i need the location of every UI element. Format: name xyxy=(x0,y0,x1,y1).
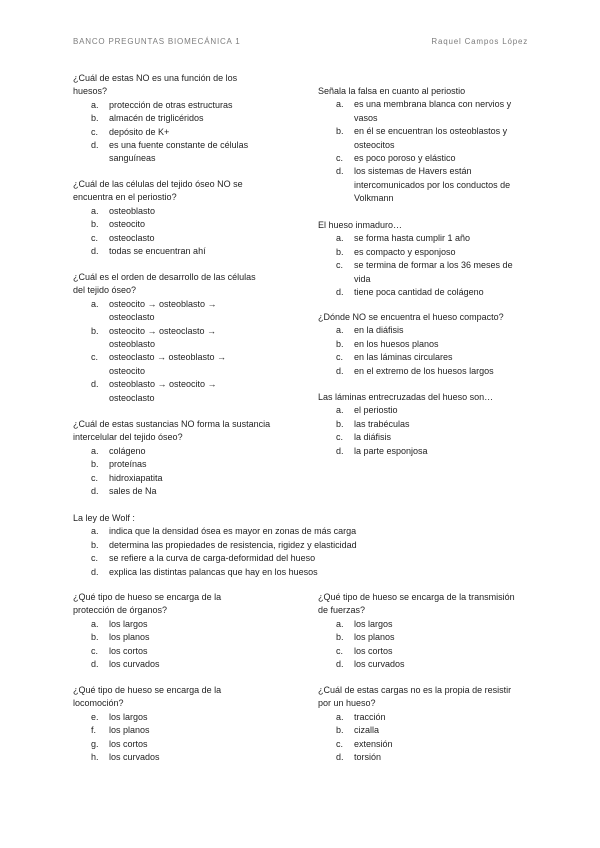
option: a. colágeno xyxy=(91,445,146,456)
question-stem: ¿Cuál de estas NO es una función de los huesos? xyxy=(73,73,238,97)
option: h. los curvados xyxy=(91,752,160,763)
option: d. los curvados xyxy=(336,659,405,670)
question-7 xyxy=(318,311,538,378)
question-stem: ¿Qué tipo de hueso se encarga de la protección de órganos? xyxy=(73,592,222,616)
option: e. los largos xyxy=(91,711,148,722)
question-stem: ¿Dónde NO se encuentra el hueso compacto? xyxy=(318,312,504,322)
question-2 xyxy=(73,178,273,258)
option: c. los cortos xyxy=(336,645,393,656)
question-4 xyxy=(73,418,273,498)
header-right: Raquel Campos López xyxy=(431,37,528,46)
option: c. extensión xyxy=(336,738,393,749)
question-13 xyxy=(318,684,518,764)
question-12 xyxy=(73,684,263,764)
option: b. en él se encuentran los osteoblastos y osteocitos xyxy=(336,126,508,150)
question-stem: ¿Cuál es el orden de desarrollo de las células del tejido óseo? xyxy=(73,272,256,296)
option: b. en los huesos planos xyxy=(336,338,439,349)
option: a. tracción xyxy=(336,711,386,722)
option: b. cizalla xyxy=(336,725,380,736)
question-11 xyxy=(318,591,518,671)
question-8 xyxy=(318,391,538,458)
option: a. el periostio xyxy=(336,405,398,416)
option-list xyxy=(73,711,263,765)
option: a. protección de otras estructuras xyxy=(91,99,233,110)
option: c. osteoclasto xyxy=(91,232,155,243)
option: d. los curvados xyxy=(91,659,160,670)
option: d. es una fuente constante de células sanguíneas xyxy=(91,140,249,164)
question-5 xyxy=(318,85,528,206)
option: d. torsión xyxy=(336,752,382,763)
option: b. proteínas xyxy=(91,459,147,470)
option: d. explica las distintas palancas que hay en los huesos xyxy=(91,566,318,577)
option: c. osteoclasto → osteoblasto → osteocito xyxy=(91,352,227,376)
option: c. se termina de formar a los 36 meses de vida xyxy=(336,260,513,284)
option: b. los planos xyxy=(91,632,150,643)
option: d. la parte esponjosa xyxy=(336,445,428,456)
option: d. todas se encuentran ahí xyxy=(91,246,206,257)
question-stem: La ley de Wolf : xyxy=(73,513,135,523)
question-stem: ¿Cuál de estas cargas no es la propia de resistir por un hueso? xyxy=(318,685,512,709)
option-list xyxy=(318,711,518,765)
option: a. osteoblasto xyxy=(91,205,156,216)
question-3 xyxy=(73,271,263,405)
question-10 xyxy=(73,591,263,671)
question-stem: El hueso inmaduro… xyxy=(318,220,403,230)
option-list xyxy=(73,99,273,166)
question-1 xyxy=(73,72,273,166)
question-9 xyxy=(73,512,533,579)
option: d. los sistemas de Havers están intercomunicados por los conductos de Volkmann xyxy=(336,166,511,204)
option: a. osteocito → osteoblasto → osteoclasto xyxy=(91,298,217,323)
option: b. las trabéculas xyxy=(336,418,410,429)
option-list xyxy=(73,618,263,672)
option: d. osteoblasto → osteocito → osteoclasto xyxy=(91,379,217,403)
option-list xyxy=(318,98,528,205)
option: d. tiene poca cantidad de colágeno xyxy=(336,287,484,298)
option-list xyxy=(73,525,533,579)
question-stem: ¿Cuál de estas sustancias NO forma la sustancia intercelular del tejido óseo? xyxy=(73,419,271,443)
option: c. es poco poroso y elástico xyxy=(336,153,456,164)
question-6 xyxy=(318,219,528,299)
option-list xyxy=(73,445,273,499)
option: d. en el extremo de los huesos largos xyxy=(336,365,494,376)
option-list xyxy=(73,205,273,259)
option: c. en las láminas circulares xyxy=(336,352,453,363)
header-left: BANCO PREGUNTAS BIOMECÁNICA 1 xyxy=(73,37,241,46)
question-stem: ¿Qué tipo de hueso se encarga de la locomoción? xyxy=(73,685,222,709)
option: a. los largos xyxy=(336,618,393,629)
option: c. se refiere a la curva de carga-deformidad del hueso xyxy=(91,553,316,564)
option-list xyxy=(318,324,538,378)
option: c. depósito de K+ xyxy=(91,126,170,137)
option-list xyxy=(318,618,518,672)
question-stem: ¿Qué tipo de hueso se encarga de la transmisión de fuerzas? xyxy=(318,592,515,616)
option: g. los cortos xyxy=(91,738,148,749)
option-list xyxy=(318,232,528,299)
option: b. almacén de triglicéridos xyxy=(91,113,204,124)
option: f. los planos xyxy=(91,725,150,736)
option: a. los largos xyxy=(91,618,148,629)
option: a. se forma hasta cumplir 1 año xyxy=(336,233,471,244)
option: c. los cortos xyxy=(91,645,148,656)
option: b. osteocito xyxy=(91,219,146,230)
option: b. es compacto y esponjoso xyxy=(336,246,456,257)
option-list xyxy=(73,298,263,405)
question-stem: ¿Cuál de las células del tejido óseo NO se encuentra en el periostio? xyxy=(73,179,243,203)
option: a. es una membrana blanca con nervios y vasos xyxy=(336,99,512,123)
option: a. indica que la densidad ósea es mayor en zonas de más carga xyxy=(91,526,357,537)
option: b. determina las propiedades de resistencia, rigidez y elasticidad xyxy=(91,539,357,550)
option-list xyxy=(318,404,538,458)
question-stem: Las láminas entrecruzadas del hueso son… xyxy=(318,392,494,402)
option: c. la diáfisis xyxy=(336,432,392,443)
option: a. en la diáfisis xyxy=(336,325,404,336)
option: c. hidroxiapatita xyxy=(91,472,163,483)
option: d. sales de Na xyxy=(91,486,157,497)
question-stem: Señala la falsa en cuanto al periostio xyxy=(318,86,466,96)
option: b. los planos xyxy=(336,632,395,643)
option: b. osteocito → osteoclasto → osteoblasto xyxy=(91,325,217,350)
